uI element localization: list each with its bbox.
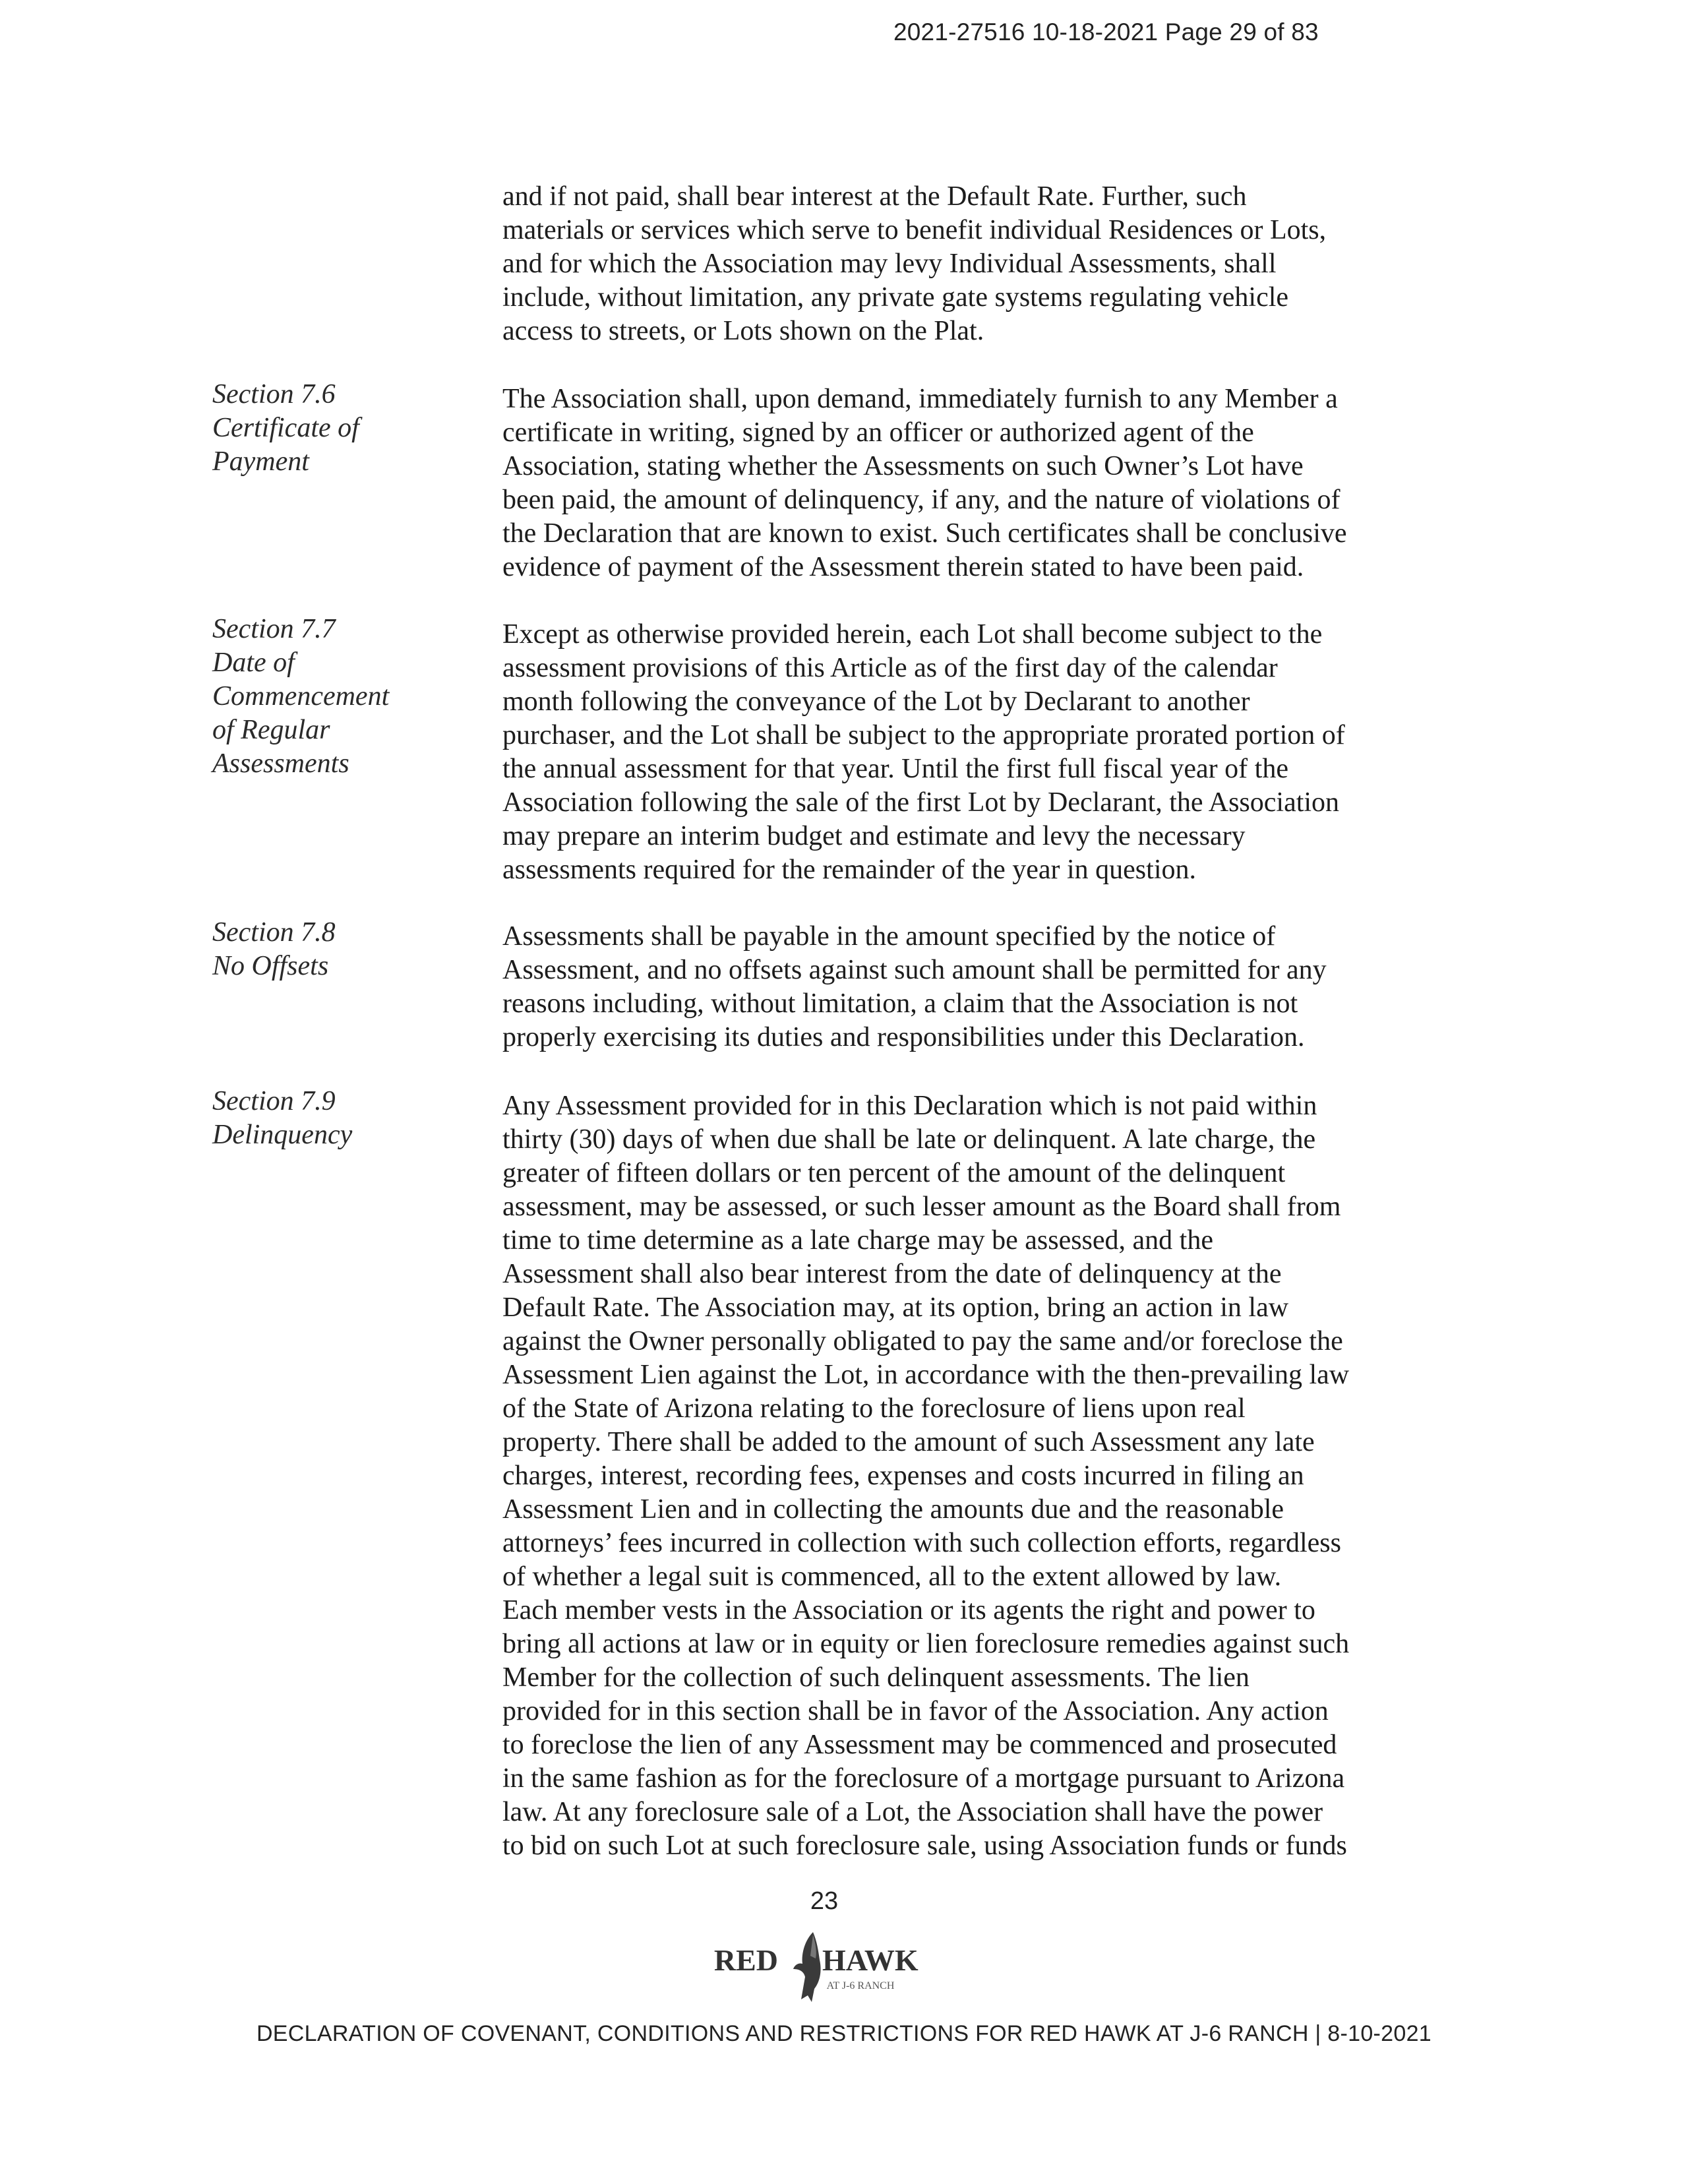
section-7-6-label: Section 7.6 Certificate of Payment bbox=[212, 379, 359, 477]
logo-tagline: AT J-6 RANCH bbox=[826, 1980, 895, 1991]
red-hawk-logo bbox=[702, 1926, 946, 2005]
red-hawk-logo-graphic bbox=[702, 1926, 946, 2005]
section-7-9-text: Any Assessment provided for in this Declaration which is not paid within thirty (30) days of when due shall be late or delinquent. A late charge, the greater of fifteen dollars or ten percent of the amount of the delinquent assessment, may be assessed, or such lesser amount as the Board shall from time to time determine as a late charge may be assessed, and the Assessment shall also bear interest from the date of delinquency at the Default Rate. The Association may, at its option, bring an action in law against the Owner personally obligated to pay the same and/or foreclose the Assessment Lien against the Lot, in accordance with the then-prevailing law of the State of Arizona relating to the foreclosure of liens upon real property. There shall be added to the amount of such Assessment any late charges, interest, recording fees, expenses and costs incurred in filing an Assessment Lien and in collecting the amounts due and the reasonable attorneys’ fees incurred in collection with such collection efforts, regardless of whether a legal suit is commenced, all to the extent allowed by law. Each member vests in the Association or its agents the right and power to bring all actions at law or in equity or lien foreclosure remedies against such Member for the collection of such delinquent assessments. The lien provided for in this section shall be in favor of the Association. Any action to foreclose the lien of any Assessment may be commenced and prosecuted in the same fashion as for the foreclosure of a mortgage pursuant to Arizona law. At any foreclosure sale of a Lot, the Association shall have the power to bid on such Lot at such foreclosure sale, using Association funds or funds bbox=[502, 1091, 1350, 1861]
intro-paragraph: and if not paid, shall bear interest at the Default Rate. Further, such materials or services which serve to benefit individual Residences or Lots, and for which the Association may levy Individual Assessments, shall include, without limitation, any private gate systems regulating vehicle access to streets, or Lots shown on the Plat. bbox=[502, 181, 1327, 346]
section-7-7-text: Except as otherwise provided herein, each Lot shall become subject to the assessment provisions of this Article as of the first day of the calendar month following the conveyance of the Lot by Declarant to another purchaser, and the Lot shall be subject to the appropriate prorated portion of the annual assessment for that year. Until the first full fiscal year of the Association following the sale of the first Lot by Declarant, the Association may prepare an interim budget and estimate and levy the necessary assessments required for the remainder of the year in question. bbox=[502, 619, 1345, 885]
section-7-8-text: Assessments shall be payable in the amount specified by the notice of Assessment, and no offsets against such amount shall be permitted for any reasons including, without limitation, a claim that the Association is not properly exercising its duties and responsibilities under this Declaration. bbox=[502, 921, 1327, 1052]
document-footer: DECLARATION OF COVENANT, CONDITIONS AND RESTRICTIONS FOR RED HAWK AT J-6 RANCH | 8-10-2021 bbox=[256, 2021, 1432, 2046]
section-7-8-label: Section 7.8 No Offsets bbox=[212, 917, 336, 981]
section-7-9-label: Section 7.9 Delinquency bbox=[212, 1086, 353, 1150]
hawk-icon bbox=[793, 1932, 821, 2002]
page-number: 23 bbox=[810, 1887, 839, 1915]
section-7-6-text: The Association shall, upon demand, immediately furnish to any Member a certificate in writing, signed by an officer or authorized agent of the Association, stating whether the Assessments on such Owner’s Lot have been paid, the amount of delinquency, if any, and the nature of violations of the Declaration that are known to exist. Such certificates shall be conclusive evidence of payment of the Assessment therein stated to have been paid. bbox=[502, 384, 1347, 582]
section-7-7-label: Section 7.7 Date of Commencement of Regular Assessments bbox=[212, 614, 390, 779]
recording-header: 2021-27516 10-18-2021 Page 29 of 83 bbox=[893, 18, 1319, 46]
logo-name-right: HAWK bbox=[822, 1943, 919, 1977]
logo-name-left: RED bbox=[713, 1943, 778, 1977]
